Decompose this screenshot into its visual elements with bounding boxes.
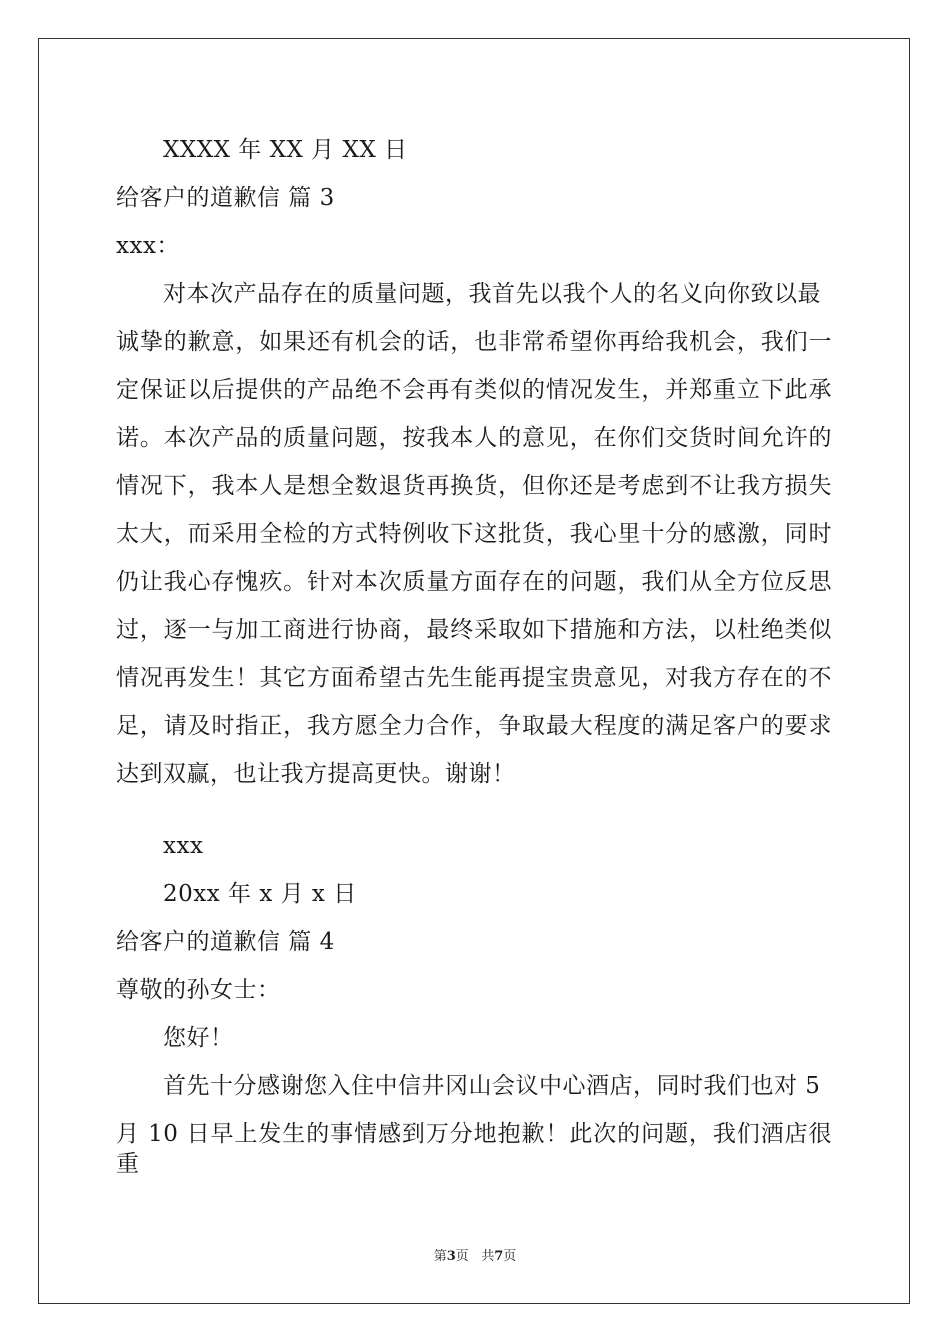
section-heading: 给客户的道歉信 篇 4 — [116, 929, 335, 955]
paragraph-line: 足，请及时指正，我方愿全力合作，争取最大程度的满足客户的要求 — [116, 713, 832, 739]
page-unit: 页 — [455, 1249, 469, 1264]
paragraph-line: 情况再发生！其它方面希望古先生能再提宝贵意见，对我方存在的不 — [116, 665, 832, 691]
page-footer — [0, 1249, 950, 1265]
paragraph-line: 太大，而采用全检的方式特例收下这批货，我心里十分的感激，同时 — [116, 521, 832, 547]
paragraph-line: 情况下，我本人是想全数退货再换货，但你还是考虑到不让我方损失 — [116, 473, 832, 499]
date-line: XXXX 年 XX 月 XX 日 — [163, 137, 408, 163]
page-prefix: 第 — [433, 1249, 447, 1264]
page-number: 3 — [446, 1249, 456, 1264]
paragraph-line: 过，逐一与加工商进行协商，最终采取如下措施和方法，以杜绝类似 — [116, 617, 832, 643]
paragraph-line: 仍让我心存愧疚。针对本次质量方面存在的问题，我们从全方位反思 — [116, 569, 832, 595]
date-line: 20xx 年 x 月 x 日 — [163, 881, 357, 907]
signature: xxx — [163, 833, 204, 859]
paragraph-line: 诺。本次产品的质量问题，按我本人的意见，在你们交货时间允许的 — [116, 425, 832, 451]
paragraph-line: 月 10 日早上发生的事情感到万分地抱歉！此次的问题，我们酒店很重 — [116, 1121, 832, 1177]
salutation: 尊敬的孙女士： — [116, 977, 281, 1003]
paragraph-line: 定保证以后提供的产品绝不会再有类似的情况发生，并郑重立下此承 — [116, 377, 832, 403]
total-pages: 7 — [494, 1249, 504, 1264]
section-heading: 给客户的道歉信 篇 3 — [116, 185, 335, 211]
paragraph-line: 达到双赢，也让我方提高更快。谢谢！ — [116, 761, 516, 787]
paragraph-line: 首先十分感谢您入住中信井冈山会议中心酒店，同时我们也对 5 — [163, 1073, 821, 1099]
greeting: 您好！ — [163, 1025, 234, 1051]
total-unit: 页 — [503, 1249, 517, 1264]
total-prefix: 共 — [481, 1249, 495, 1264]
salutation: xxx： — [116, 233, 180, 259]
paragraph-line: 诚挚的歉意，如果还有机会的话，也非常希望你再给我机会，我们一 — [116, 329, 832, 355]
paragraph-line: 对本次产品存在的质量问题，我首先以我个人的名义向你致以最 — [163, 281, 821, 307]
